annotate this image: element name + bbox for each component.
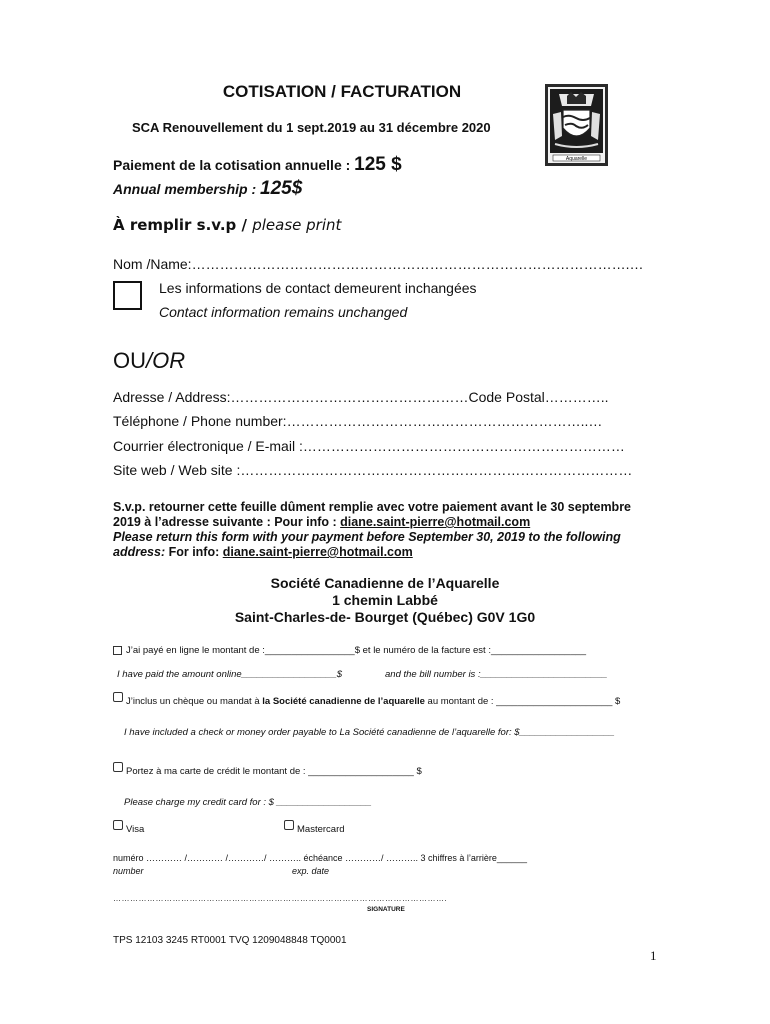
- annual-fee-fr-label: Paiement de la cotisation annuelle :: [113, 157, 355, 173]
- annual-fee-en-amount: 125$: [260, 178, 303, 199]
- tax-numbers: TPS 12103 3245 RT0001 TVQ 1209048848 TQ0001: [113, 935, 347, 946]
- address-line-2: 1 chemin Labbé: [332, 592, 438, 608]
- cheque-option-fr: [113, 692, 620, 707]
- contact-unchanged-en: Contact information remains unchanged: [159, 304, 408, 320]
- expiry-label-en: exp. date: [292, 866, 330, 876]
- mailing-address: [0, 575, 770, 626]
- renewal-period: SCA Renouvellement du 1 sept.2019 au 31 décembre 2020: [132, 120, 491, 135]
- card-number-label-en: number: [113, 866, 144, 876]
- society-crest-logo: [545, 84, 608, 166]
- or-separator-en: /OR: [146, 348, 186, 373]
- credit-card-checkbox[interactable]: [113, 762, 123, 772]
- credit-card-option-fr: [113, 762, 422, 777]
- bill-number-en: and the bill number is :________________________: [385, 669, 608, 680]
- paid-online-option-fr: [113, 645, 586, 656]
- annual-fee-fr-amount: 125 $: [354, 154, 402, 175]
- visa-option: [113, 820, 144, 835]
- annual-fee-fr: [113, 154, 402, 176]
- visa-checkbox[interactable]: [113, 820, 123, 830]
- address-field[interactable]: Adresse / Address:……………………………………………Code Postal…………..: [113, 389, 609, 405]
- paid-online-checkbox[interactable]: [113, 646, 122, 655]
- cheque-option-en: I have included a check or money order payable to La Société canadienne de l’aquarelle for: $__________________: [124, 727, 615, 738]
- phone-field[interactable]: Téléphone / Phone number:………………………………………………………..…: [113, 413, 603, 429]
- email-field[interactable]: Courrier électronique / E-mail :……………………………………………………………: [113, 438, 625, 454]
- address-line-1: Société Canadienne de l’Aquarelle: [270, 575, 500, 591]
- or-separator: [113, 348, 185, 374]
- annual-fee-en-label: Annual membership :: [113, 181, 261, 197]
- credit-card-text-fr: Portez à ma carte de crédit le montant de : ____________________ $: [126, 766, 422, 777]
- visa-label: Visa: [126, 824, 145, 835]
- cheque-checkbox[interactable]: [113, 692, 123, 702]
- print-instruction: [113, 216, 341, 234]
- print-instruction-fr: À remplir s.v.p /: [113, 216, 253, 234]
- card-number-expiry-field[interactable]: numéro ………… /………… /…………/ ……….. échéance …………/ ……….. 3 chiffres à l’arrière______: [113, 853, 527, 863]
- or-separator-fr: OU: [113, 348, 146, 373]
- signature-field[interactable]: ……………………………………………………………………………………………………….: [113, 894, 448, 903]
- instructions-en: Please return this form with your payment before September 30, 2019 to the following address:: [113, 530, 621, 559]
- signature-label: SIGNATURE: [367, 906, 405, 913]
- form-title: COTISATION / FACTURATION: [222, 82, 462, 101]
- mastercard-checkbox[interactable]: [284, 820, 294, 830]
- return-instructions: [113, 500, 653, 560]
- website-field[interactable]: Site web / Web site :…………………………………………………………………………: [113, 462, 633, 478]
- mastercard-option: [284, 820, 345, 835]
- logo-caption: Aquarelle: [565, 156, 588, 162]
- paid-online-amount-en: I have paid the amount online__________________$: [117, 669, 343, 680]
- cheque-payee: la Société canadienne de l’aquarelle: [262, 696, 425, 707]
- contact-email-link-2[interactable]: diane.saint-pierre@hotmail.com: [222, 545, 413, 559]
- credit-card-option-en: Please charge my credit card for : $ __________________: [124, 797, 372, 808]
- page-number: 1: [650, 948, 657, 963]
- contact-unchanged-fr: Les informations de contact demeurent inchangées: [159, 280, 477, 296]
- cheque-text-fr-c: au montant de : ______________________ $: [424, 696, 621, 707]
- address-line-3: Saint-Charles-de- Bourget (Québec) G0V 1G0: [234, 609, 536, 625]
- contact-email-link[interactable]: diane.saint-pierre@hotmail.com: [340, 515, 531, 529]
- instructions-en-info: For info:: [165, 545, 223, 559]
- paid-online-text-fr: J’ai payé en ligne le montant de :_________________$ et le numéro de la facture est :__________________: [126, 645, 587, 656]
- cheque-text-fr-a: J’inclus un chèque ou mandat à: [126, 696, 263, 707]
- name-field[interactable]: Nom /Name:………………………………………………………………………………….…: [113, 256, 644, 272]
- mastercard-label: Mastercard: [297, 824, 345, 835]
- contact-unchanged-checkbox[interactable]: [113, 281, 142, 310]
- instructions-fr: S.v.p. retourner cette feuille dûment remplie avec votre paiement avant le 30 septembre 2019 à l’adresse suivante : Pour info :: [113, 500, 632, 529]
- print-instruction-en: please print: [252, 216, 342, 234]
- annual-fee-en: [113, 178, 302, 200]
